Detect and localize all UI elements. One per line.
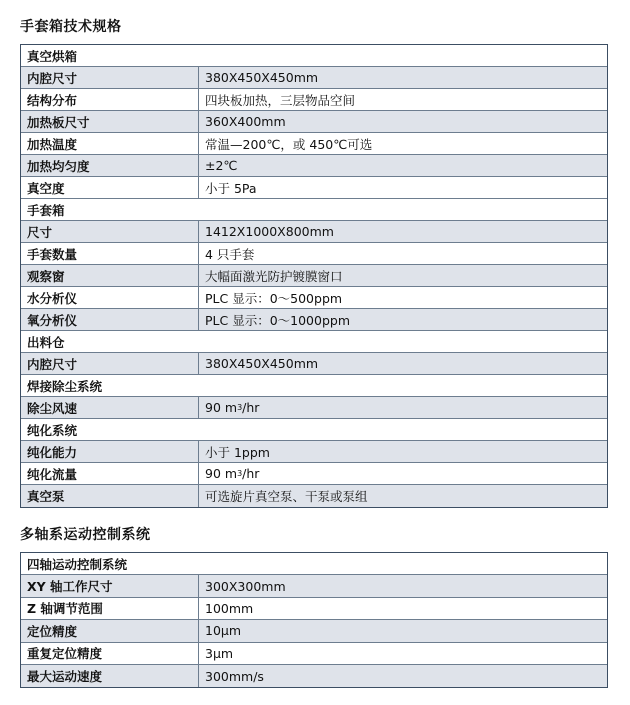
row-value: 300mm/s xyxy=(205,668,264,684)
group-header: 手套箱 xyxy=(21,199,607,221)
table-row xyxy=(21,397,607,419)
row-label: 氧分析仪 xyxy=(21,309,199,330)
table-row xyxy=(21,133,607,155)
row-label: 纯化能力 xyxy=(21,441,199,462)
value-text: 90 m xyxy=(205,400,238,415)
value-suffix: /hr xyxy=(242,466,260,481)
row-value: 380X450X450mm xyxy=(205,356,319,371)
row-value: 90 m 3 /hr xyxy=(205,466,260,481)
group-header: 焊接除尘系统 xyxy=(21,375,607,397)
row-value: 100mm xyxy=(205,600,254,616)
row-label: 内腔尺寸 xyxy=(21,67,199,88)
row-value: PLC 显示：0～1000ppm xyxy=(205,312,351,328)
row-label: 除尘风速 xyxy=(21,397,199,418)
row-label: XY 轴工作尺寸 xyxy=(21,575,199,596)
row-label: 加热温度 xyxy=(21,133,199,154)
row-value: 90 m 3 /hr xyxy=(205,400,260,415)
table-row xyxy=(21,353,607,375)
row-label: 重复定位精度 xyxy=(21,643,199,664)
motion-control-spec-table xyxy=(20,552,608,688)
table-row xyxy=(21,665,607,687)
table-row xyxy=(21,309,607,331)
table-row xyxy=(21,89,607,111)
group-header: 出料仓 xyxy=(21,331,607,353)
row-label: 纯化流量 xyxy=(21,463,199,484)
row-label: 水分析仪 xyxy=(21,287,199,308)
table-row xyxy=(21,598,607,620)
table-row xyxy=(21,221,607,243)
row-label: 加热均匀度 xyxy=(21,155,199,176)
row-value: 10μm xyxy=(205,623,242,639)
table-row xyxy=(21,155,607,177)
row-value: 可选旋片真空泵、干泵或泵组 xyxy=(205,489,368,504)
row-value: 4 只手套 xyxy=(205,246,255,262)
table-row xyxy=(21,265,607,287)
group-header: 真空烘箱 xyxy=(21,45,607,67)
row-value: ±2℃ xyxy=(205,158,238,173)
table-row xyxy=(21,67,607,89)
value-text: 90 m xyxy=(205,466,238,481)
section-title-motion-control: 多轴系运动控制系统 xyxy=(20,527,151,543)
row-label: 最大运动速度 xyxy=(21,665,199,687)
table-row xyxy=(21,485,607,507)
row-value: 小于 1ppm xyxy=(205,444,270,460)
row-label: 加热板尺寸 xyxy=(21,111,199,132)
row-value: 3μm xyxy=(205,645,234,661)
row-value: PLC 显示：0～500ppm xyxy=(205,290,343,306)
row-value: 300X300mm xyxy=(205,578,286,594)
value-suffix: /hr xyxy=(242,400,260,415)
table-row xyxy=(21,243,607,265)
row-label: 真空泵 xyxy=(21,485,199,507)
row-label: Z 轴调节范围 xyxy=(21,598,199,619)
table-row xyxy=(21,643,607,665)
table-row xyxy=(21,177,607,199)
row-label: 观察窗 xyxy=(21,265,199,286)
row-label: 内腔尺寸 xyxy=(21,353,199,374)
row-value: 380X450X450mm xyxy=(205,70,319,85)
row-label: 定位精度 xyxy=(21,620,199,641)
row-value: 1412X1000X800mm xyxy=(205,224,334,239)
glovebox-spec-table xyxy=(20,44,608,508)
table-row xyxy=(21,111,607,133)
table-row xyxy=(21,620,607,642)
group-header: 四轴运动控制系统 xyxy=(21,553,607,575)
row-label: 真空度 xyxy=(21,177,199,198)
section-title-glovebox: 手套箱技术规格 xyxy=(20,19,122,35)
table-row xyxy=(21,575,607,597)
row-label: 手套数量 xyxy=(21,243,199,264)
table-row xyxy=(21,441,607,463)
group-header: 纯化系统 xyxy=(21,419,607,441)
row-value: 四块板加热，三层物品空间 xyxy=(205,92,356,108)
table-row xyxy=(21,287,607,309)
row-label: 尺寸 xyxy=(21,221,199,242)
row-value: 360X400mm xyxy=(205,114,286,129)
row-label: 结构分布 xyxy=(21,89,199,110)
table-row xyxy=(21,463,607,485)
row-value: 小于 5Pa xyxy=(205,180,257,196)
row-value: 常温—200℃，或 450℃可选 xyxy=(205,136,373,152)
row-value: 大幅面激光防护镀膜窗口 xyxy=(205,268,343,284)
